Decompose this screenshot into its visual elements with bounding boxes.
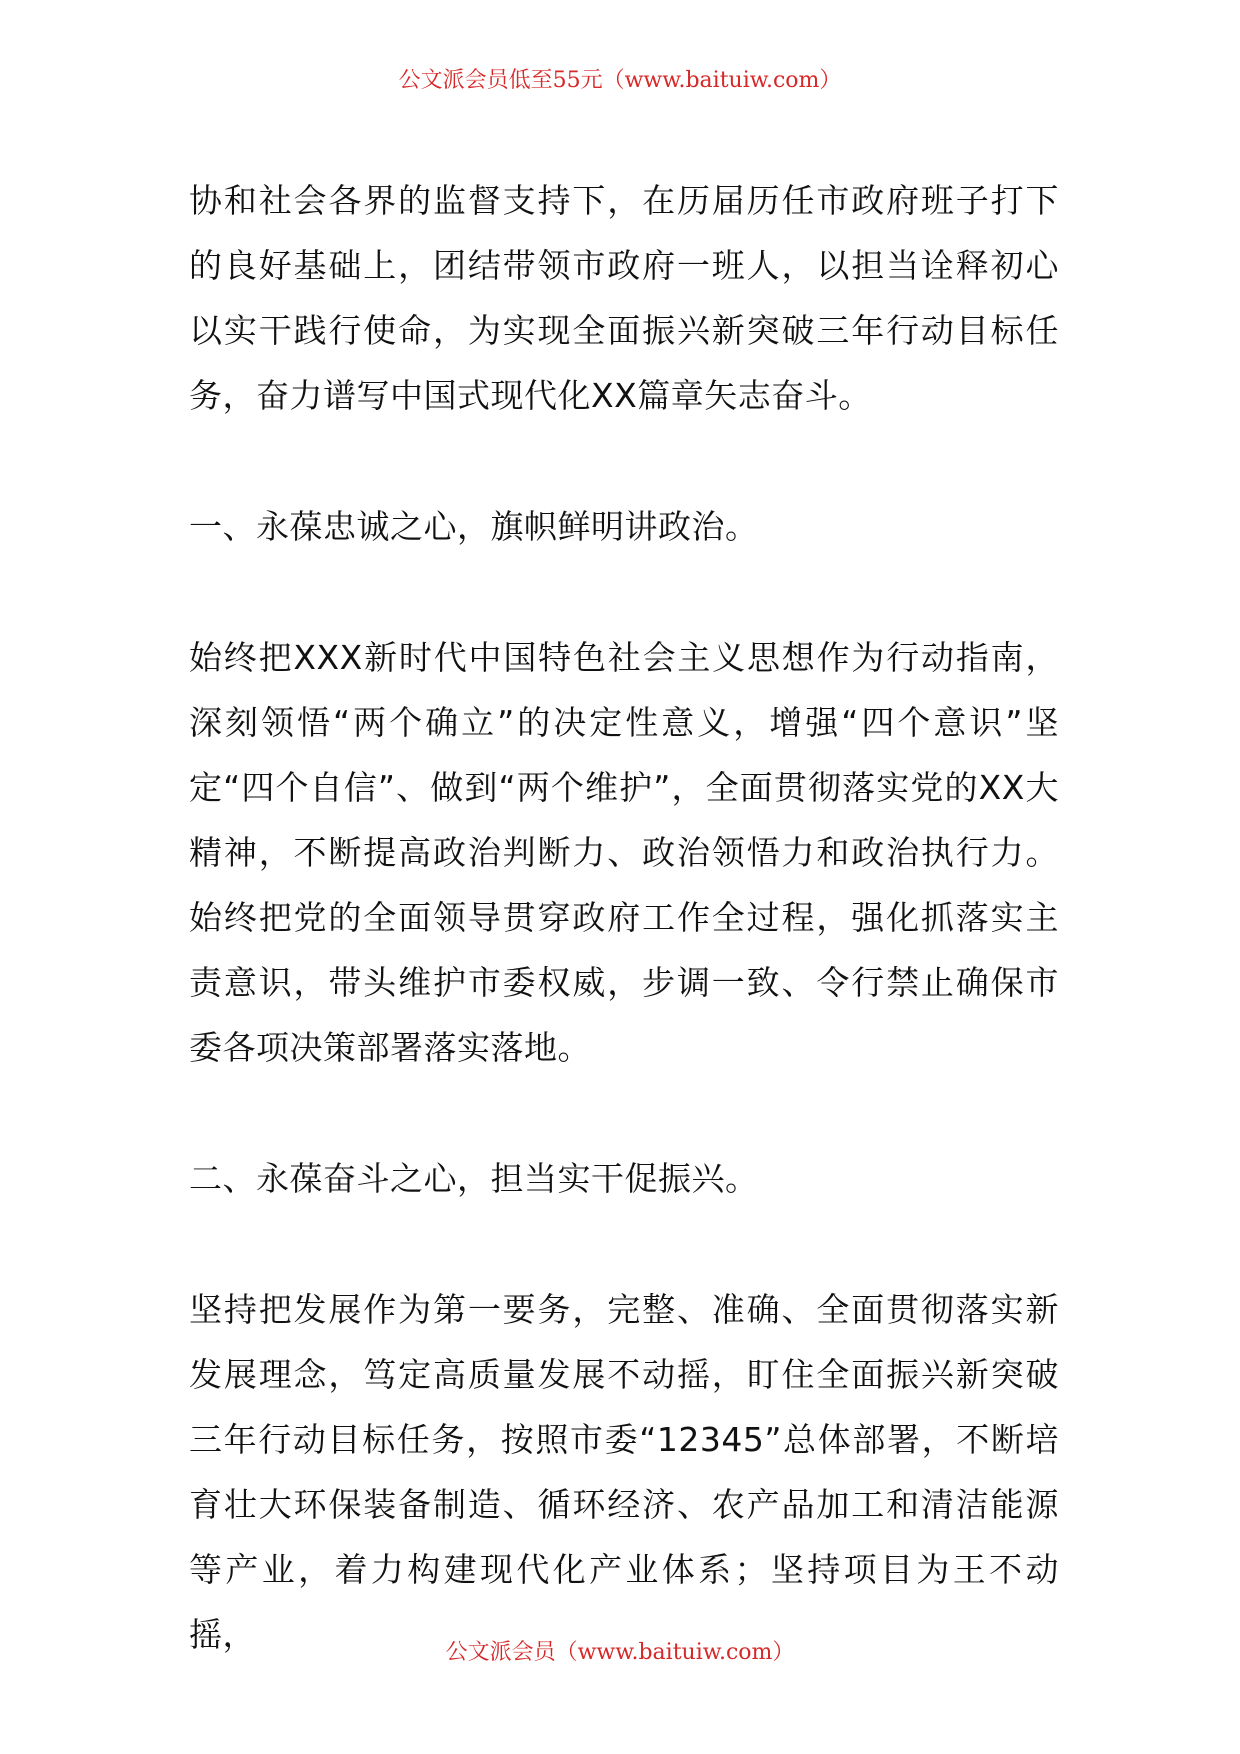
footer-watermark-banner: 公文派会员（www.baituiw.com） xyxy=(445,1640,795,1665)
paragraph-gap xyxy=(189,1211,1059,1277)
document-body xyxy=(189,168,1059,1667)
paragraph-section-2: 坚持把发展作为第一要务，完整、准确、全面贯彻落实新发展理念，笃定高质量发展不动摇，盯住全面振兴新突破三年行动目标任务，按照市委“12345”总体部署，不断培育壮大环保装备制造、循环经济、农产品加工和清洁能源等产业，着力构建现代化产业体系；坚持项目为王不动摇， xyxy=(189,1290,1059,1654)
paragraph-gap xyxy=(189,428,1059,494)
paragraph-gap xyxy=(189,1080,1059,1146)
section-heading-2: 二、永葆奋斗之心，担当实干促振兴。 xyxy=(189,1159,759,1198)
paragraph-gap xyxy=(189,559,1059,625)
paragraph-intro: 协和社会各界的监督支持下，在历届历任市政府班子打下的良好基础上，团结带领市政府一班人，以担当诠释初心以实干践行使命，为实现全面振兴新突破三年行动目标任务，奋力谱写中国式现代化XX篇章矢志奋斗。 xyxy=(189,181,1059,415)
section-heading-1: 一、永葆忠诚之心，旗帜鲜明讲政治。 xyxy=(189,507,759,546)
header-watermark-banner: 公文派会员低至55元（www.baituiw.com） xyxy=(398,68,842,93)
paragraph-section-1: 始终把XXX新时代中国特色社会主义思想作为行动指南，深刻领悟“两个确立”的决定性意义，增强“四个意识”坚定“四个自信”、做到“两个维护”，全面贯彻落实党的XX大精神，不断提高政治判断力、政治领悟力和政治执行力。始终把党的全面领导贯穿政府工作全过程，强化抓落实主责意识，带头维护市委权威，步调一致、令行禁止确保市委各项决策部署落实落地。 xyxy=(189,638,1059,1067)
